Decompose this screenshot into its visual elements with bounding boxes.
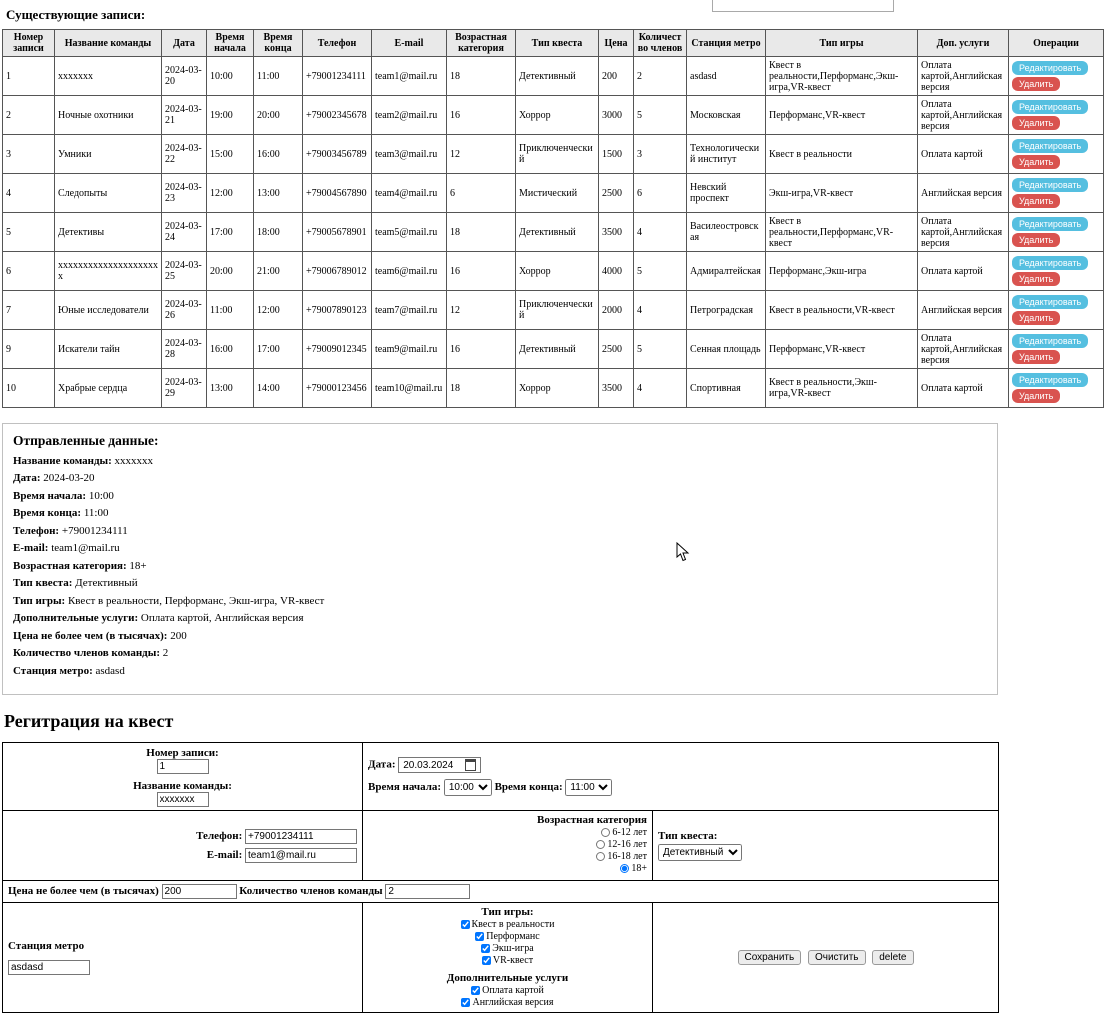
cell-start-time: 15:00 [207,135,254,174]
cell-members-count: 5 [634,330,687,369]
cell-metro-station: Василеостровская [687,213,766,252]
edit-button[interactable]: Редактировать [1012,295,1088,309]
column-header-team-name: Название команды [55,30,162,57]
price-members-cell [3,881,999,903]
cell-operations [1009,369,1104,408]
sent-data-fields [13,455,987,677]
quest-type-label: Тип квеста: [658,830,718,842]
cell-date: 2024-03-22 [162,135,207,174]
cell-date: 2024-03-28 [162,330,207,369]
cell-services: Английская версия [918,174,1009,213]
cell-record-number: 2 [3,96,55,135]
cell-date: 2024-03-21 [162,96,207,135]
checkbox-input[interactable] [461,920,470,929]
delete-button[interactable]: Удалить [1012,233,1060,247]
cell-game-types: Перформанс,VR-квест [766,330,918,369]
existing-records-title: Существующие записи: [6,7,146,22]
cell-age-category: 16 [447,252,516,291]
records-header-row [3,30,1104,57]
cell-start-time: 13:00 [207,369,254,408]
delete-record-button[interactable]: delete [872,950,913,965]
cell-start-time: 10:00 [207,57,254,96]
cell-quest-type: Детективный [516,213,599,252]
delete-button[interactable]: Удалить [1012,116,1060,130]
column-header-end-time: Время конца [254,30,303,57]
cell-game-types: Квест в реальности,Экш-игра,VR-квест [766,369,918,408]
cell-date: 2024-03-26 [162,291,207,330]
cell-start-time: 19:00 [207,96,254,135]
cell-quest-type: Детективный [516,330,599,369]
members-label: Количество членов команды [239,885,383,897]
checkbox-input[interactable] [461,998,470,1007]
sent-field: Возрастная категория: 18+ [13,559,147,572]
radio-option[interactable]: 12-16 лет [368,839,647,850]
cell-operations [1009,330,1104,369]
metro-label: Станция метро [8,940,85,952]
cell-game-types: Перформанс,Экш-игра [766,252,918,291]
form-buttons-cell [653,903,999,1013]
cell-end-time: 12:00 [254,291,303,330]
cell-operations [1009,96,1104,135]
cell-price: 200 [599,57,634,96]
sent-field: Тип квеста: Детективный [13,577,138,589]
cell-members-count: 4 [634,291,687,330]
cell-price: 2000 [599,291,634,330]
cell-age-category: 16 [447,96,516,135]
cell-metro-station: Технологический институт [687,135,766,174]
email-input[interactable] [245,848,357,863]
cell-game-types: Квест в реальности [766,135,918,174]
cell-price: 2500 [599,174,634,213]
cell-end-time: 16:00 [254,135,303,174]
sent-field: Название команды: xxxxxxx [13,454,154,467]
column-header-record-number: Номер записи [3,30,55,57]
cell-end-time: 11:00 [254,57,303,96]
column-header-price: Цена [599,30,634,57]
cell-quest-type: Приключенческий [516,291,599,330]
registration-title: Регитрация на квест [4,711,174,731]
cell-age-category: 12 [447,135,516,174]
cell-services: Оплата картой,Английская версия [918,213,1009,252]
table-row [3,57,1104,96]
service-options [368,985,647,1008]
cell-game-types: Квест в реальности,Перформанс,Экш-игра,VR-квест [766,57,918,96]
cell-operations [1009,291,1104,330]
email-label: E-mail: [206,848,243,861]
cell-age-category: 6 [447,174,516,213]
cell-quest-type: Хоррор [516,252,599,291]
cell-metro-station: Спортивная [687,369,766,408]
cell-members-count: 5 [634,96,687,135]
cell-email: team6@mail.ru [372,252,447,291]
edit-button[interactable]: Редактировать [1012,100,1088,114]
cell-email: team5@mail.ru [372,213,447,252]
time-end-label: Время конца: [494,781,563,793]
team-name-input[interactable] [157,792,209,807]
cell-age-category: 16 [447,330,516,369]
game-type-label: Тип игры: [481,906,534,918]
column-header-operations: Операции [1009,30,1104,57]
edit-button[interactable]: Редактировать [1012,61,1088,75]
cell-start-time: 20:00 [207,252,254,291]
cell-metro-station: Петроградская [687,291,766,330]
table-row [3,135,1104,174]
radio-input[interactable] [596,852,605,861]
table-row [3,291,1104,330]
age-category-options [368,827,647,874]
cell-operations [1009,213,1104,252]
game-type-options [368,919,647,966]
cell-quest-type: Приключенческий [516,135,599,174]
sent-field: Станция метро: asdasd [13,664,125,677]
radio-option[interactable]: 16-18 лет [368,851,647,862]
cell-metro-station: asdasd [687,57,766,96]
save-button[interactable]: Сохранить [738,950,802,965]
sent-field: Дополнительные услуги: Оплата картой, Английская версия [13,612,304,624]
table-row [3,174,1104,213]
edit-button[interactable]: Редактировать [1012,178,1088,192]
sent-field: Цена не более чем (в тысячах): 200 [13,629,187,642]
calendar-icon[interactable] [465,759,476,771]
quest-type-select[interactable] [658,844,742,861]
table-row [3,369,1104,408]
cell-team-name: Ночные охотники [55,96,162,135]
checkbox-option[interactable]: Экш-игра [368,943,647,954]
cell-phone: +79004567890 [303,174,372,213]
cell-operations [1009,135,1104,174]
sent-field: Количество членов команды: 2 [13,647,169,659]
delete-button[interactable]: Удалить [1012,194,1060,208]
edit-button[interactable]: Редактировать [1012,373,1088,387]
cell-phone: +79002345678 [303,96,372,135]
cell-team-name: xxxxxxx [55,57,162,96]
delete-button[interactable]: Удалить [1012,77,1060,91]
cell-services: Оплата картой [918,252,1009,291]
cell-team-name: Юные исследователи [55,291,162,330]
metro-input[interactable] [8,960,90,975]
cell-record-number: 9 [3,330,55,369]
cell-team-name: Храбрые сердца [55,369,162,408]
checkbox-input[interactable] [475,932,484,941]
date-value: 20.03.2024 [403,759,454,771]
cell-team-name: Детективы [55,213,162,252]
record-number-input[interactable] [157,759,209,774]
cell-start-time: 11:00 [207,291,254,330]
checkbox-option[interactable]: Квест в реальности [368,919,647,930]
age-category-cell [363,811,653,881]
sent-data-panel [2,423,998,695]
cell-operations [1009,252,1104,291]
cell-age-category: 18 [447,57,516,96]
cell-metro-station: Сенная площадь [687,330,766,369]
cell-price: 4000 [599,252,634,291]
cell-game-types: Квест в реальности,Перформанс,VR-квест [766,213,918,252]
cell-email: team4@mail.ru [372,174,447,213]
sent-field: Телефон: +79001234111 [13,524,128,537]
cell-start-time: 12:00 [207,174,254,213]
clear-button[interactable]: Очистить [808,950,866,965]
phone-input[interactable] [245,829,357,844]
sent-field: Время начала: 10:00 [13,489,114,502]
cell-age-category: 18 [447,369,516,408]
cell-services: Английская версия [918,291,1009,330]
cell-members-count: 2 [634,57,687,96]
column-header-phone: Телефон [303,30,372,57]
checkbox-option[interactable]: Оплата картой [368,985,647,996]
column-header-metro-station: Станция метро [687,30,766,57]
edit-button[interactable]: Редактировать [1012,139,1088,153]
cell-end-time: 17:00 [254,330,303,369]
delete-button[interactable]: Удалить [1012,350,1060,364]
cell-metro-station: Московская [687,96,766,135]
delete-button[interactable]: Удалить [1012,389,1060,403]
column-header-game-types: Тип игры [766,30,918,57]
cell-email: team7@mail.ru [372,291,447,330]
cell-members-count: 6 [634,174,687,213]
team-name-label: Название команды: [133,779,232,792]
edit-button[interactable]: Редактировать [1012,334,1088,348]
column-header-members-count: Количество членов [634,30,687,57]
cell-date: 2024-03-25 [162,252,207,291]
sent-field: Дата: 2024-03-20 [13,472,95,484]
cell-services: Оплата картой,Английская версия [918,57,1009,96]
radio-input[interactable] [596,840,605,849]
checkbox-option[interactable]: VR-квест [368,955,647,966]
cell-email: team9@mail.ru [372,330,447,369]
cell-end-time: 21:00 [254,252,303,291]
cell-services: Оплата картой [918,135,1009,174]
cell-date: 2024-03-24 [162,213,207,252]
cell-operations [1009,57,1104,96]
cell-team-name: Следопыты [55,174,162,213]
edit-button[interactable]: Редактировать [1012,217,1088,231]
cell-members-count: 5 [634,252,687,291]
cell-price: 3000 [599,96,634,135]
column-header-services: Доп. услуги [918,30,1009,57]
radio-input[interactable] [601,828,610,837]
contact-cell [3,811,363,881]
cell-record-number: 6 [3,252,55,291]
cell-age-category: 18 [447,213,516,252]
radio-input[interactable] [620,864,629,873]
cell-metro-station: Невский проспект [687,174,766,213]
cell-record-number: 3 [3,135,55,174]
sent-field: E-mail: team1@mail.ru [13,542,120,554]
cell-team-name: Искатели тайн [55,330,162,369]
cell-members-count: 4 [634,369,687,408]
cell-metro-station: Адмиралтейская [687,252,766,291]
cell-quest-type: Хоррор [516,369,599,408]
column-header-date: Дата [162,30,207,57]
cell-email: team2@mail.ru [372,96,447,135]
delete-button[interactable]: Удалить [1012,311,1060,325]
record-number-label: Номер записи: [146,746,219,759]
cell-price: 3500 [599,369,634,408]
price-input[interactable] [162,884,237,899]
cell-record-number: 10 [3,369,55,408]
cell-members-count: 4 [634,213,687,252]
cell-record-number: 4 [3,174,55,213]
cell-game-types: Экш-игра,VR-квест [766,174,918,213]
edit-button[interactable]: Редактировать [1012,256,1088,270]
cell-services: Оплата картой [918,369,1009,408]
column-header-start-time: Время начала [207,30,254,57]
records-table [2,29,1104,408]
cell-phone: +79005678901 [303,213,372,252]
cell-price: 3500 [599,213,634,252]
cell-record-number: 1 [3,57,55,96]
sent-data-title: Отправленные данные: [13,433,159,448]
members-input[interactable] [385,884,470,899]
cell-quest-type: Хоррор [516,96,599,135]
cell-date: 2024-03-23 [162,174,207,213]
cell-phone: +79007890123 [303,291,372,330]
date-time-cell [363,743,999,811]
cell-phone: +79000123456 [303,369,372,408]
time-start-label: Время начала: [368,781,442,793]
cell-services: Оплата картой,Английская версия [918,330,1009,369]
table-row [3,330,1104,369]
cell-phone: +79006789012 [303,252,372,291]
delete-button[interactable]: Удалить [1012,155,1060,169]
game-type-cell [363,903,653,1013]
metro-cell [3,903,363,1013]
delete-button[interactable]: Удалить [1012,272,1060,286]
cell-operations [1009,174,1104,213]
date-input[interactable] [398,757,481,773]
checkbox-input[interactable] [482,956,491,965]
table-row [3,252,1104,291]
cell-end-time: 13:00 [254,174,303,213]
cell-price: 1500 [599,135,634,174]
services-label: Дополнительные услуги [446,972,569,984]
cell-start-time: 17:00 [207,213,254,252]
cell-game-types: Перформанс,VR-квест [766,96,918,135]
radio-option[interactable]: 18+ [368,863,647,874]
mouse-cursor [676,542,690,562]
cell-record-number: 7 [3,291,55,330]
cell-date: 2024-03-29 [162,369,207,408]
cell-email: team3@mail.ru [372,135,447,174]
sent-field: Время конца: 11:00 [13,507,109,519]
cell-members-count: 3 [634,135,687,174]
cell-quest-type: Мистический [516,174,599,213]
cell-end-time: 18:00 [254,213,303,252]
cell-start-time: 16:00 [207,330,254,369]
cell-phone: +79009012345 [303,330,372,369]
checkbox-option[interactable]: Английская версия [368,997,647,1008]
cell-phone: +79001234111 [303,57,372,96]
time-end-select[interactable] [565,779,612,796]
checkbox-input[interactable] [471,986,480,995]
phone-label: Телефон: [196,829,243,842]
cell-price: 2500 [599,330,634,369]
column-header-age-category: Возрастная категория [447,30,516,57]
checkbox-input[interactable] [481,944,490,953]
checkbox-option[interactable]: Перформанс [368,931,647,942]
cell-email: team1@mail.ru [372,57,447,96]
cell-phone: +79003456789 [303,135,372,174]
record-team-cell [3,743,363,811]
price-label: Цена не более чем (в тысячах) [8,885,159,897]
column-header-quest-type: Тип квеста [516,30,599,57]
cell-end-time: 20:00 [254,96,303,135]
cell-quest-type: Детективный [516,57,599,96]
cell-team-name: Умники [55,135,162,174]
quest-type-cell [653,811,999,881]
column-header-email: E-mail [372,30,447,57]
top-text-input[interactable] [712,0,894,12]
date-label: Дата: [368,758,396,771]
cell-age-category: 12 [447,291,516,330]
table-row [3,96,1104,135]
cell-end-time: 14:00 [254,369,303,408]
table-row [3,213,1104,252]
cell-record-number: 5 [3,213,55,252]
cell-date: 2024-03-20 [162,57,207,96]
cell-email: team10@mail.ru [372,369,447,408]
time-start-select[interactable] [444,779,492,796]
cell-team-name: xxxxxxxxxxxxxxxxxxxxx [55,252,162,291]
cell-game-types: Квест в реальности,VR-квест [766,291,918,330]
age-category-label: Возрастная категория [537,814,647,826]
radio-option[interactable]: 6-12 лет [368,827,647,838]
sent-field: Тип игры: Квест в реальности, Перформанс, Экш-игра, VR-квест [13,594,325,607]
registration-form [2,742,999,1013]
cell-services: Оплата картой,Английская версия [918,96,1009,135]
